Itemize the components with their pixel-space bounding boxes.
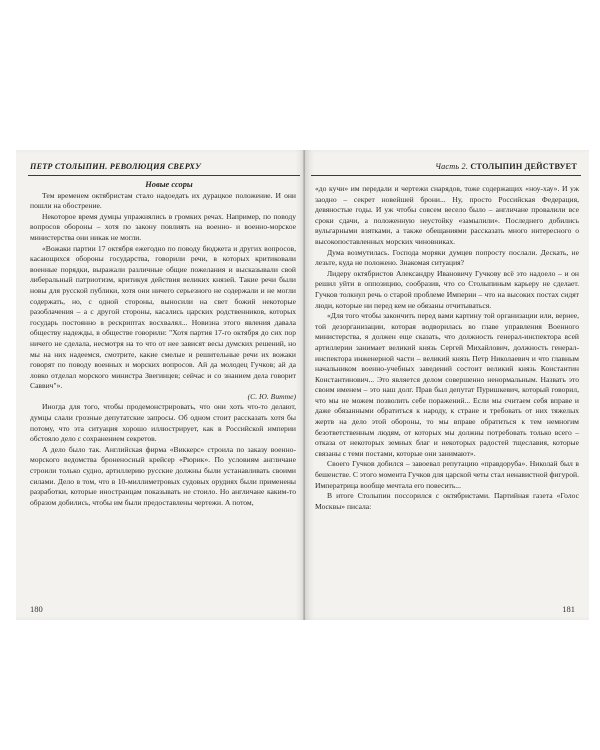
paragraph: Некоторое время думцы упражнялись в громких речах. Например, по поводу вопросов обороны – хотя по закону повлиять на военно- и военно-морское министерства они никак не могли.: [30, 211, 296, 242]
quote-attribution: (С. Ю. Витте): [247, 391, 296, 401]
right-page-text: [315, 184, 579, 512]
paragraph: Дума возмутилась. Господа моряки думцев попросту послали. Дескать, не лезьте, куда не положено. Знакомая ситуация?: [315, 247, 579, 268]
left-page-text: [30, 180, 296, 508]
left-page: [16, 150, 305, 620]
page-number-right: 181: [562, 604, 575, 614]
paragraph: Тем временем октябристам стало надоедать их дурацкое положение. И они пошли на обострение.: [30, 190, 296, 211]
running-head-part: Часть 2.: [435, 162, 469, 171]
paragraph: Лидеру октябристов Александру Ивановичу Гучкову всё это надоело – и он решил уйти в оппозицию, сообразив, что со Столыпиным карьеру не сделает. Гучков толкнул речь о старой проблеме Империи – что на высоких постах сидят люди, которые ни перед кем не обязаны отчитываться.: [315, 268, 579, 310]
quote-paragraph: «Вожаки партии 17 октября ежегодно по поводу бюджета и других вопросов, касающихся обороны государства, говорили речи, в которых критиковали военные порядки, выражали различные общие пожелания и высказывали свой либеральный патриотизм, критикуя действия великих князей. Такие речи были новы для русской публики, хотя они ничего серьезного не содержали и не могли содержать, но, с одной стороны, выносили на свет божий некоторые разоблачения – а с другой стороны, касались царских родственников, которых государь постоянно в рескриптах восхвалял... Новизна этого явления давала обществу надежды, в обществе говорили: "Хотя партия 17-го октября до сих пор ничего не сделала, несмотря на то что от нее зависят весы думских решений, но мы на них надеемся, смотрите, какие смелые и решительные речи их вожаки говорят по поводу военных и морских вопросов. Ай да молодец Гучков; ай да ловко отделал морского министра Звегинцев; сейчас и со знанием дела говорит Саввич"».: [30, 243, 296, 391]
paragraph: Иногда для того, чтобы продемонстрировать, что они хоть что-то делают, думцы слали грозные депутатские запросы. Об одном стоит рассказать хотя бы потому, что эта ситуация хорошо иллюстрирует, как в Российской империи обстояло дело с сохранением секретов.: [30, 402, 296, 444]
running-head-left: ПЕТР СТОЛЫПИН. РЕВОЛЮЦИЯ СВЕРХУ: [30, 162, 201, 171]
right-page: [305, 150, 589, 620]
section-title: Новые ссоры: [145, 180, 193, 189]
quote-paragraph: «Для того чтобы закончить перед вами картину той организации или, вернее, той дезорганизации, которая водворилась во главе управления Военного министерства, я должен еще сказать, что должность генерал-инспектора всей артиллерии занимает великий князь Сергей Михайлович, должность генерал-инспектора инженерной части – великий князь Петр Николаевич и что главным начальником военно-учебных заведений состоит великий князь Константин Константинович... Это является делом совершенно ненормальным. Назвать это своим именем – это наш долг. Прав был депутат Пуришкевич, который говорил, что мы не можем позволить себе поражений... Если мы считаем себя вправе и даже обязанными обратиться к народу, к стране и требовать от них тяжелых жертв на дело этой обороны, то мы вправе обратиться к тем немногим безответственным людям, от которых мы должны потребовать только всего – отказа от некоторых земных благ и некоторых радостей тщеславия, которые связаны с теми постами, которые они занимают».: [315, 311, 579, 458]
paragraph: Своего Гучков добился – завоевал репутацию «правдоруба». Николай был в бешенстве. С этого момента Гучков для царской четы стал ненавистной фигурой. Императрица вообще мечтала его повесить...: [315, 459, 579, 490]
paragraph: А дело было так. Английская фирма «Виккерс» строила по заказу военно-морского ведомства броненосный крейсер «Рюрик». По условиям англичане строили только судно, артиллерию русские должны были устанавливать своими силами. Дело в том, что в 10-миллиметровых судовых орудиях были применены разработки, которые иностранцам показывать не стоило. Но англичане каким-то образом добились, чтобы им были предоставлены чертежи. А потом,: [30, 444, 296, 507]
paragraph: В итоге Столыпин поссорился с октябристами. Партийная газета «Голос Москвы» писала:: [315, 491, 579, 511]
page-number-left: 180: [30, 604, 43, 614]
running-head-right: [435, 162, 577, 171]
running-head-title: СТОЛЫПИН ДЕЙСТВУЕТ: [470, 162, 577, 171]
header-rule-right: [311, 175, 581, 176]
header-rule-left: [28, 175, 300, 176]
paragraph: «до кучи» им передали и чертежи снарядов, тоже содержащих «ноу-хау». И уж заодно – секрет новейшей брони... Ну, просто Российская Федерация, девяностые годы. И уж чтобы совсем весело было – англичане провалили все сроки сдачи, а положенную неустойку «замылили». Последнего добились вульгарными взятками, а также обещаниями рассказать много интересного о высокопоставленных морских чиновниках.: [315, 184, 579, 246]
